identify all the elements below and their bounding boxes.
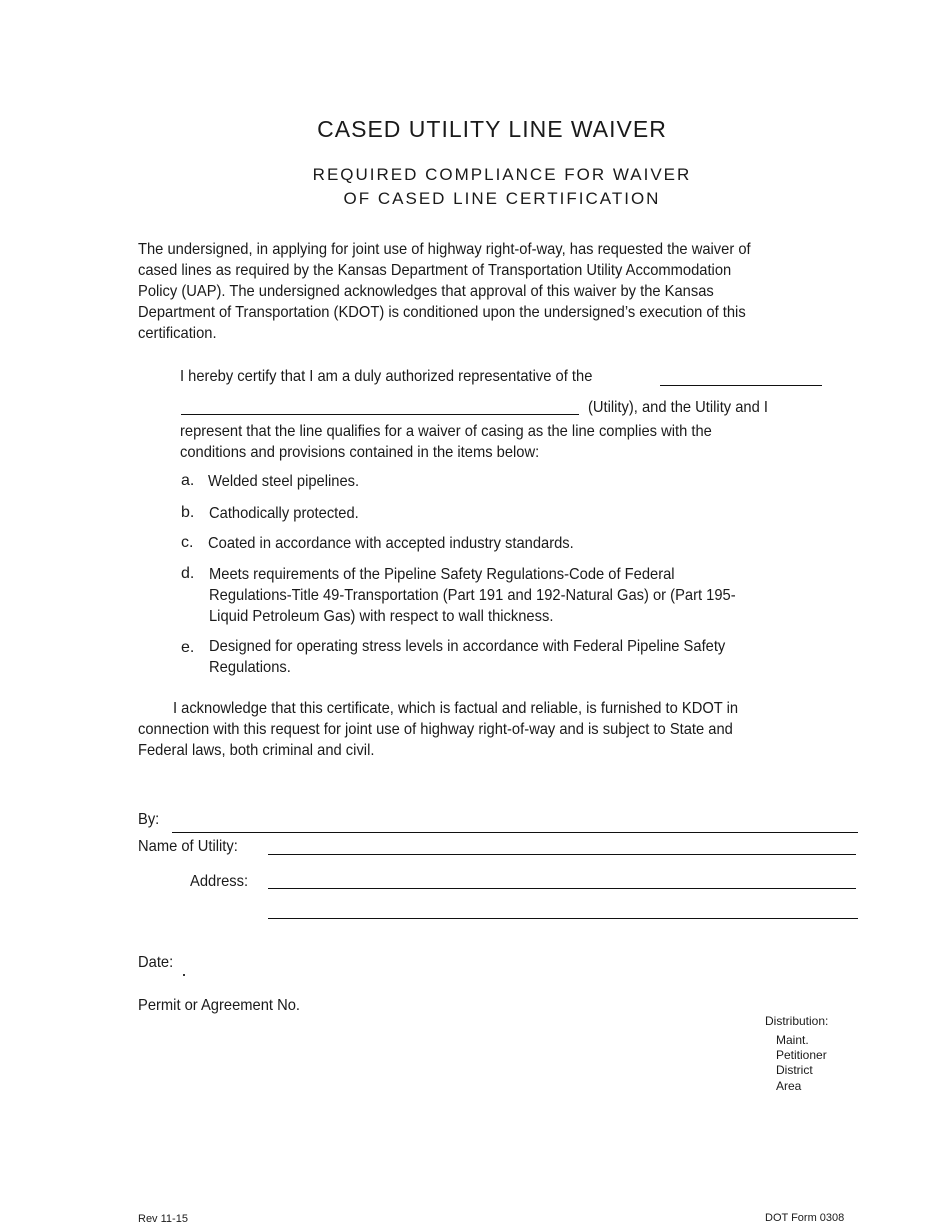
by-label: By: [138,811,160,828]
permit-number-label: Permit or Agreement No. [138,997,300,1014]
form-number: DOT Form 0308 [765,1212,845,1224]
form-title: CASED UTILITY LINE WAIVER [317,116,667,142]
utility-name-field[interactable] [268,854,856,855]
item-letter: e. [181,639,195,656]
address-label: Address: [190,873,249,890]
certify-utility-suffix: (Utility), and the Utility and I [588,399,768,416]
representative-blank[interactable] [660,385,822,386]
intro-paragraph: The undersigned, in applying for joint use of highway right-of-way, has requested the waiver of cased lines as required by the Kansas Department of Transportation Utility Accommodation Policy (UAP). The undersigned acknowledges that approval of this waiver by the Kansas Department of Transportation (KDOT) is conditioned upon the undersigned’s execution of this certification. [138,241,751,342]
revision-label: Rev 11-15 [138,1213,188,1225]
item-text: Meets requirements of the Pipeline Safety Regulations-Code of Federal Regulations-Title 49-Transportation (Part 191 and 192-Natural Gas) or (Part 195-Liquid Petroleum Gas) with respect to wall thickness. [209,566,736,625]
distribution-item: District [776,1063,813,1077]
certify-text-line1: I hereby certify that I am a duly authorized representative of the [180,368,593,385]
item-letter: a. [181,472,195,489]
item-text: Cathodically protected. [209,505,359,522]
utility-name-blank[interactable] [181,414,579,415]
item-letter: d. [181,565,195,582]
by-signature-field[interactable] [172,832,858,833]
distribution-label: Distribution: [765,1014,829,1028]
certify-text-line4: conditions and provisions contained in the items below: [180,444,540,461]
certify-text-line3: represent that the line qualifies for a waiver of casing as the line complies with the [180,423,712,440]
acknowledge-paragraph: I acknowledge that this certificate, which is factual and reliable, is furnished to KDOT in connection with this request for joint use of highway right-of-way and is subject to State and Federal laws, both criminal and civil. [138,700,739,759]
date-label: Date: [138,954,174,971]
form-subtitle-line2: OF CASED LINE CERTIFICATION [343,189,661,208]
item-text: Designed for operating stress levels in accordance with Federal Pipeline Safety Regulations. [209,638,726,676]
address-field-line2[interactable] [268,918,858,919]
item-text: Coated in accordance with accepted industry standards. [208,535,574,552]
item-letter: c. [181,534,194,551]
distribution-item: Maint. [776,1033,809,1047]
distribution-item: Petitioner [776,1048,827,1062]
form-subtitle-line1: REQUIRED COMPLIANCE FOR WAIVER [312,165,692,184]
distribution-item: Area [776,1079,802,1093]
address-field-line1[interactable] [268,888,856,889]
utility-name-label: Name of Utility: [138,838,238,855]
item-text: Welded steel pipelines. [208,473,360,490]
date-field[interactable] [183,974,185,976]
item-letter: b. [181,504,195,521]
